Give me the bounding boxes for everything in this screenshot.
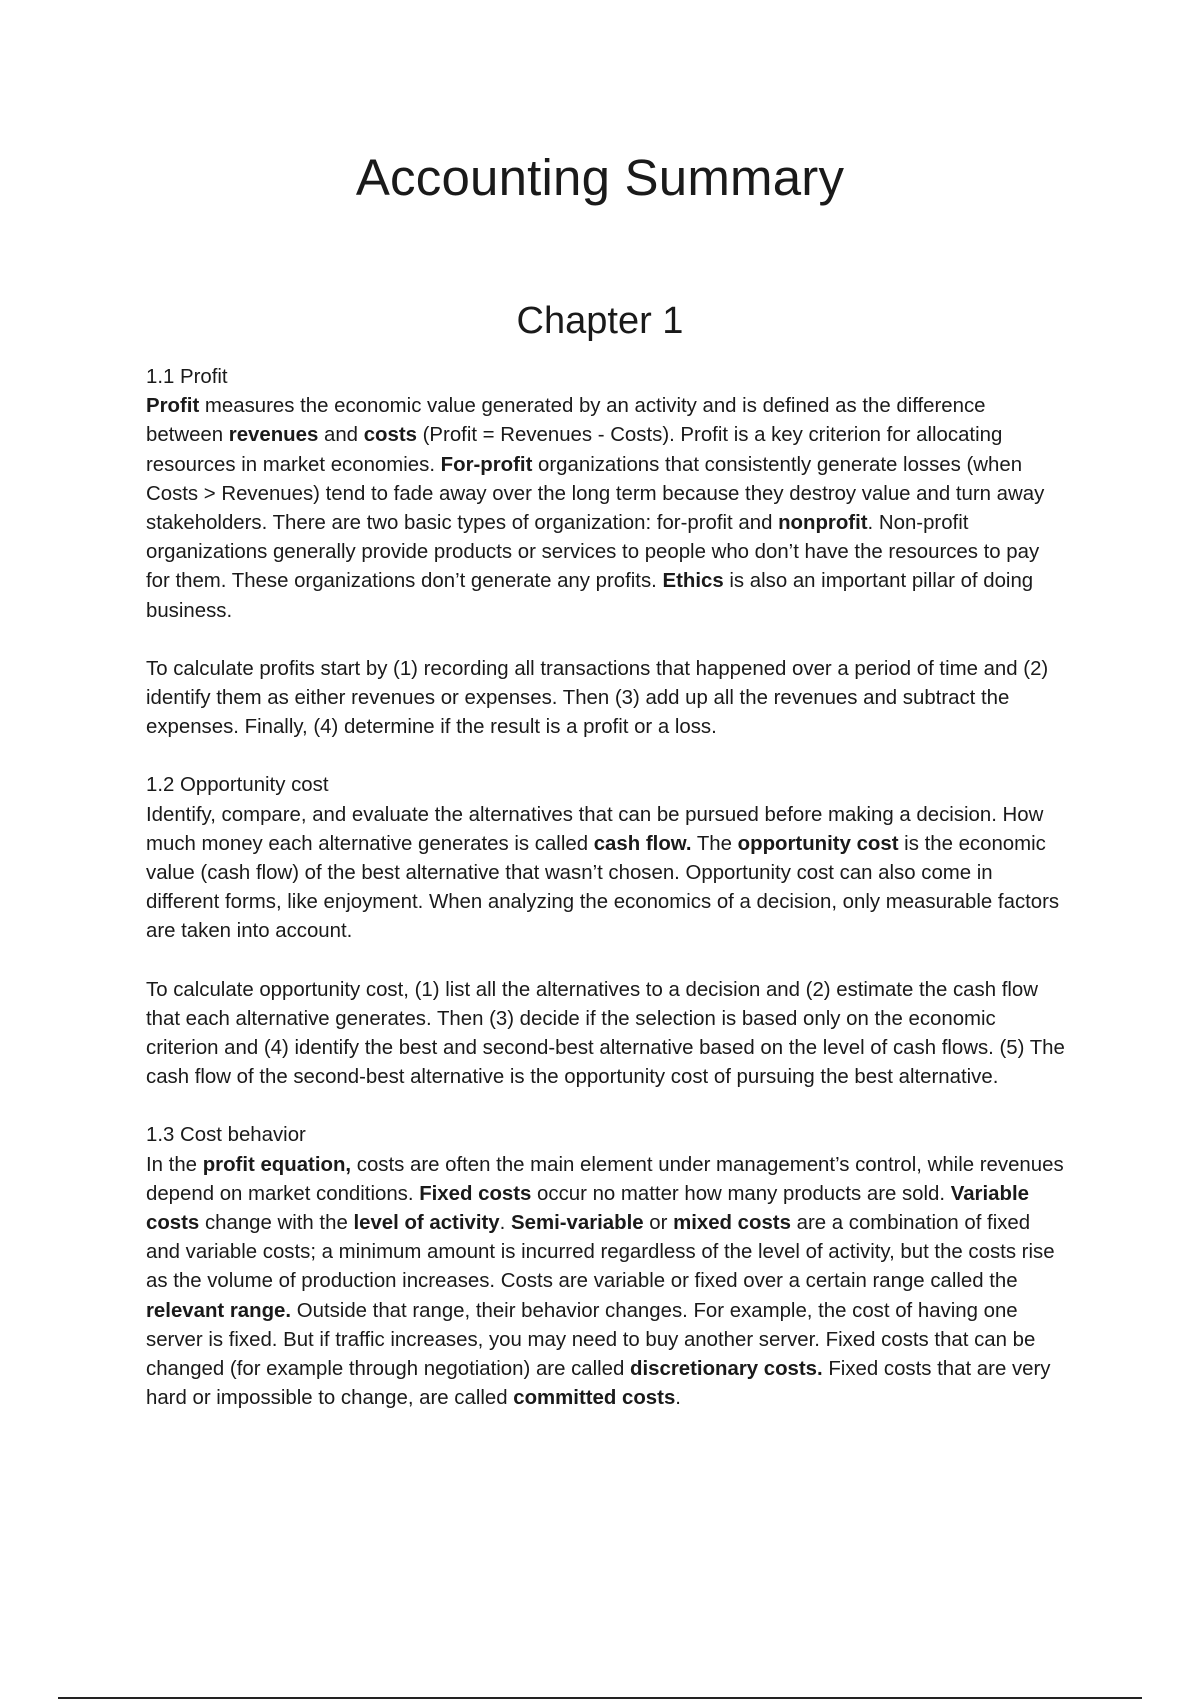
- text-run: To calculate profits start by (1) recording all transactions that happened over a period of time and (2) identify them as either revenues or expenses. Then (3) add up all the revenues and subtract the expenses. Finally, (4) determine if the result is a profit or a loss.: [146, 657, 1049, 739]
- paragraph-spacer: [146, 947, 1066, 976]
- document-title: Accounting Summary: [355, 149, 845, 206]
- text-run: occur no matter how many products are sold.: [531, 1182, 951, 1205]
- section-heading: 1.1 Profit: [146, 366, 228, 388]
- text-run: change with the: [199, 1212, 354, 1235]
- text-run: . Non-profit organizations generally provide products or services to people who don’t have the resources to pay for them. These organizations don’t generate any profits.: [146, 512, 1040, 593]
- bold-term: cash flow.: [593, 832, 692, 855]
- section-spacer: [146, 742, 1066, 771]
- section-1: [146, 363, 1066, 742]
- bold-term: costs: [363, 424, 417, 447]
- text-run: Outside that range, their behavior changes. For example, the cost of having one server is fixed. But if traffic increases, you may need to buy another server. Fixed costs that can be changed (for example through negotiation) are called: [146, 1299, 1036, 1381]
- paragraph: [146, 801, 1066, 947]
- bold-term: revenues: [228, 424, 319, 447]
- text-run: (Profit = Revenues - Costs). Profit is a key criterion for allocating resources in market economies.: [146, 424, 1003, 476]
- text-run: is the economic value (cash flow) of the best alternative that wasn’t chosen. Opportunity cost can also come in different forms, like enjoyment. When analyzing the economics of a decision, only measurable factors are taken into account.: [146, 832, 1060, 943]
- bold-term: profit equation,: [202, 1153, 352, 1176]
- paragraph: [146, 392, 1066, 626]
- bold-term: opportunity cost: [737, 832, 899, 855]
- bold-term: Profit: [146, 395, 200, 418]
- text-run: .: [499, 1212, 511, 1235]
- text-run: Identify, compare, and evaluate the alternatives that can be pursued before making a decision. How much money each alternative generates is called: [146, 803, 1044, 855]
- bold-term: Fixed costs: [419, 1182, 532, 1205]
- paragraph-spacer: [146, 626, 1066, 655]
- bold-term: committed costs: [513, 1387, 676, 1410]
- text-run: is also an important pillar of doing business.: [146, 570, 1034, 622]
- section-2: [146, 771, 1066, 1092]
- text-run: To calculate opportunity cost, (1) list all the alternatives to a decision and (2) estimate the cash flow that each alternative generates. Then (3) decide if the selection is based only on the economic criterion and (4) identify the best and second-best alternative based on the level of cash flows. (5) The cash flow of the second-best alternative is the opportunity cost of pursuing the best alternative.: [146, 978, 1065, 1089]
- section-heading: 1.3 Cost behavior: [146, 1124, 306, 1147]
- page-bottom-rule: [58, 1697, 1142, 1699]
- paragraph: [146, 1151, 1066, 1414]
- bold-term: For-profit: [440, 453, 533, 476]
- text-run: are a combination of fixed and variable costs; a minimum amount is incurred regardless of the level of activity, but the costs rise as the volume of production increases. Costs are variable or fixed over a certain range called the: [146, 1212, 1055, 1293]
- section-spacer: [146, 1092, 1066, 1121]
- bold-term: Ethics: [662, 570, 724, 593]
- bold-term: Semi-variable: [511, 1212, 644, 1235]
- bold-term: relevant range.: [146, 1299, 292, 1322]
- bold-term: discretionary costs.: [630, 1358, 823, 1381]
- text-run: .: [675, 1387, 681, 1410]
- chapter-title: Chapter 1: [516, 300, 684, 342]
- text-run: or: [643, 1212, 674, 1235]
- section-3: [146, 1121, 1066, 1413]
- text-run: measures the economic value generated by an activity and is defined as the difference between: [146, 395, 986, 447]
- bold-term: Variable costs: [146, 1182, 1029, 1235]
- paragraph: [146, 976, 1066, 1093]
- text-run: In the: [146, 1153, 203, 1176]
- paragraph: [146, 655, 1066, 743]
- text-run: Fixed costs that are very hard or impossible to change, are called: [146, 1358, 1051, 1410]
- text-run: costs are often the main element under management’s control, while revenues depend on market conditions.: [146, 1153, 1064, 1205]
- text-run: organizations that consistently generate losses (when Costs > Revenues) tend to fade away over the long term because they destroy value and turn away stakeholders. There are two basic types of organization: for-profit and: [146, 453, 1045, 535]
- bold-term: nonprofit: [778, 512, 868, 535]
- document-body: [146, 363, 1066, 1414]
- text-run: and: [318, 424, 364, 447]
- section-heading: 1.2 Opportunity cost: [146, 774, 329, 797]
- bold-term: level of activity: [353, 1212, 500, 1235]
- bold-term: mixed costs: [673, 1212, 791, 1235]
- text-run: The: [691, 832, 738, 855]
